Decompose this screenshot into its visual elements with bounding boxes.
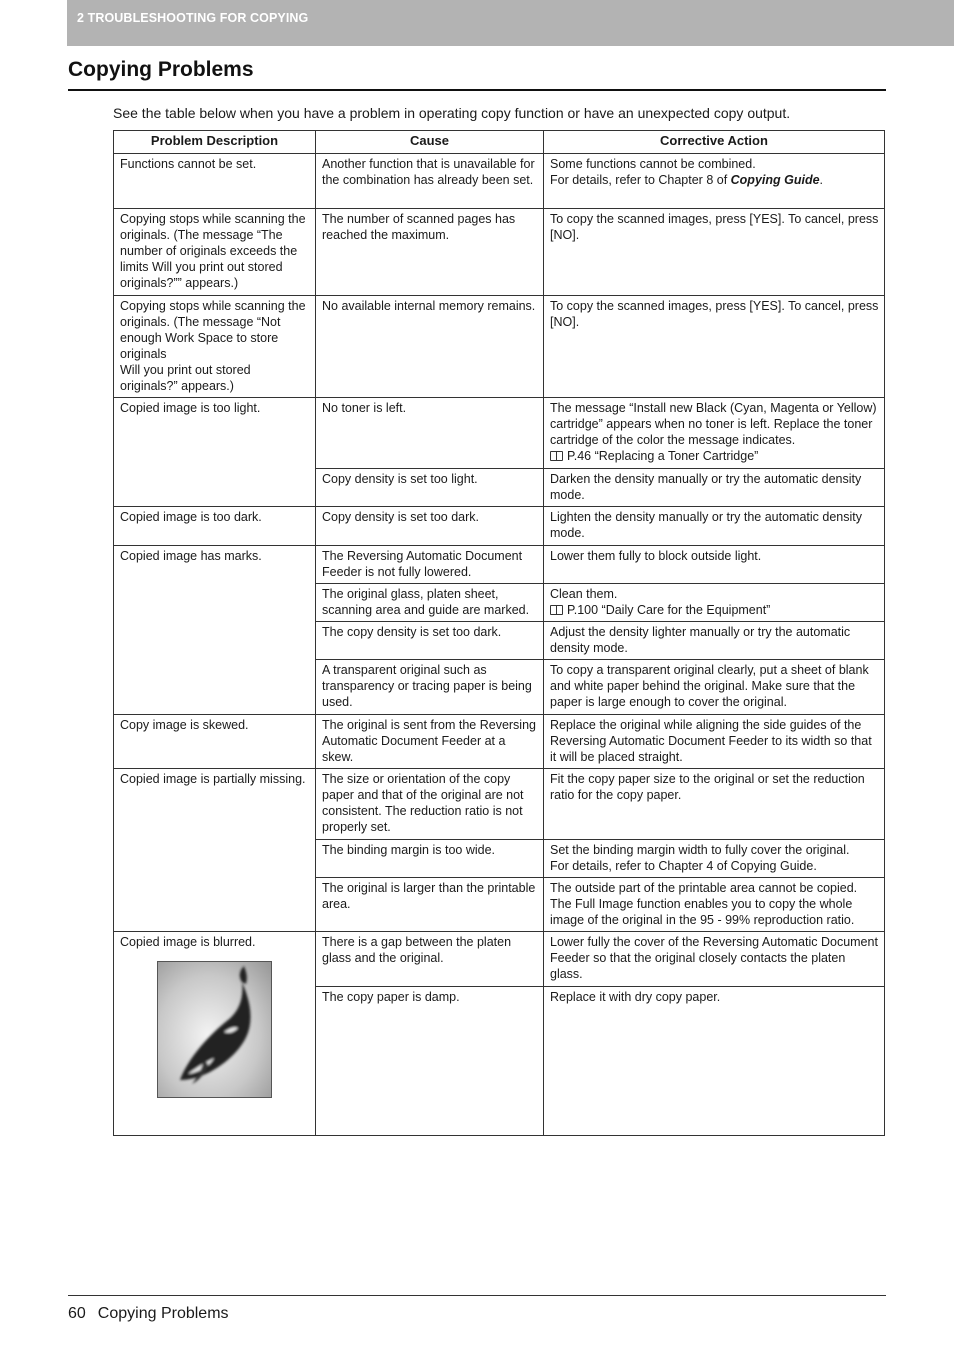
- problems-table: [113, 130, 885, 1136]
- action-text: Clean them.: [550, 587, 618, 601]
- cause-cell: Another function that is unavailable for the combination has already been set.: [316, 154, 544, 209]
- cause-cell: The number of scanned pages has reached the maximum.: [316, 209, 544, 296]
- cause-cell: Copy density is set too dark.: [316, 507, 544, 546]
- action-cell: [544, 584, 885, 622]
- problem-line: Copying stops while scanning the originals. (The message “Not enough Work Space to store originals: [120, 299, 306, 361]
- action-cell: [544, 154, 885, 209]
- table-header-row: [114, 131, 885, 154]
- action-line: Some functions cannot be combined.: [550, 157, 756, 171]
- page-footer: [68, 1305, 229, 1323]
- cause-cell: The copy density is set too dark.: [316, 622, 544, 660]
- action-line: [550, 172, 879, 188]
- cause-cell: The original is larger than the printable area.: [316, 878, 544, 932]
- table-row: [114, 715, 885, 769]
- action-text: For details, refer to Chapter 8 of: [550, 173, 731, 187]
- action-cell: [544, 840, 885, 878]
- action-cell: Adjust the density lighter manually or try the automatic density mode.: [544, 622, 885, 660]
- book-icon: [550, 451, 563, 461]
- cause-cell: The copy paper is damp.: [316, 987, 544, 1136]
- footer-divider: [68, 1295, 886, 1296]
- cause-cell: No toner is left.: [316, 398, 544, 469]
- action-cell: Lower them fully to block outside light.: [544, 546, 885, 584]
- table-row: [114, 546, 885, 584]
- table-row: [114, 296, 885, 398]
- blurred-orca-illustration: [157, 961, 272, 1098]
- action-line: Set the binding margin width to fully cover the original.: [550, 843, 850, 857]
- cause-cell: The Reversing Automatic Document Feeder is not fully lowered.: [316, 546, 544, 584]
- column-header-cause: Cause: [316, 131, 544, 154]
- action-cell: To copy the scanned images, press [YES]. To cancel, press [NO].: [544, 296, 885, 398]
- intro-text: See the table below when you have a problem in operating copy function or have an unexpected copy output.: [113, 105, 791, 121]
- page-reference: [550, 448, 879, 464]
- action-cell: To copy the scanned images, press [YES]. To cancel, press [NO].: [544, 209, 885, 296]
- page-title: Copying Problems: [68, 58, 254, 81]
- column-header-action: Corrective Action: [544, 131, 885, 154]
- problem-cell: Copy image is skewed.: [114, 715, 316, 769]
- reference-link[interactable]: P.100 “Daily Care for the Equipment”: [567, 603, 771, 617]
- cause-cell: The binding margin is too wide.: [316, 840, 544, 878]
- cause-cell: The size or orientation of the copy paper and that of the original are not consistent. The reduction ratio is not properly set.: [316, 769, 544, 840]
- action-cell: Lower fully the cover of the Reversing Automatic Document Feeder so that the original closely contacts the platen glass.: [544, 932, 885, 987]
- table-row: [114, 507, 885, 546]
- action-cell: [544, 398, 885, 469]
- problem-cell: Copied image is too dark.: [114, 507, 316, 546]
- action-cell: Replace it with dry copy paper.: [544, 987, 885, 1136]
- problem-cell: Copying stops while scanning the originals. (The message “The number of originals exceeds the limits Will you print out stored originals?”” appears.): [114, 209, 316, 296]
- column-header-problem: Problem Description: [114, 131, 316, 154]
- problem-cell: Functions cannot be set.: [114, 154, 316, 209]
- problem-cell: [114, 296, 316, 398]
- cause-cell: Copy density is set too light.: [316, 469, 544, 507]
- cause-cell: A transparent original such as transparency or tracing paper is being used.: [316, 660, 544, 715]
- action-cell: Replace the original while aligning the side guides of the Reversing Automatic Document Feeder to its width so that it will be placed straight.: [544, 715, 885, 769]
- header-bar: [67, 0, 954, 46]
- table-row: [114, 154, 885, 209]
- title-divider: [68, 89, 886, 91]
- book-icon: [550, 605, 563, 615]
- problem-cell: Copied image is partially missing.: [114, 769, 316, 932]
- action-cell: Darken the density manually or try the automatic density mode.: [544, 469, 885, 507]
- table-row: [114, 209, 885, 296]
- action-line: For details, refer to Chapter 4 of Copying Guide.: [550, 859, 817, 873]
- problem-cell: [114, 932, 316, 1136]
- table-row: [114, 769, 885, 840]
- action-cell: The outside part of the printable area cannot be copied. The Full Image function enables you to copy the whole image of the original in the 95 - 99% reproduction ratio.: [544, 878, 885, 932]
- problem-cell: Copied image is too light.: [114, 398, 316, 507]
- table-row: [114, 398, 885, 469]
- problem-cell: Copied image has marks.: [114, 546, 316, 715]
- action-cell: Fit the copy paper size to the original or set the reduction ratio for the copy paper.: [544, 769, 885, 840]
- guide-reference: Copying Guide: [730, 173, 820, 187]
- action-cell: Lighten the density manually or try the automatic density mode.: [544, 507, 885, 546]
- problem-line: Will you print out stored originals?” appears.): [120, 363, 251, 393]
- cause-cell: There is a gap between the platen glass and the original.: [316, 932, 544, 987]
- page-reference: [550, 602, 879, 618]
- action-cell: To copy a transparent original clearly, put a sheet of blank and white paper behind the original. Make sure that the paper is large enough to cover the original.: [544, 660, 885, 715]
- reference-link[interactable]: P.46 “Replacing a Toner Cartridge”: [567, 449, 759, 463]
- action-text: The message “Install new Black (Cyan, Magenta or Yellow) cartridge” appears when no toner is left. Replace the toner cartridge of the color the message indicates.: [550, 401, 877, 447]
- cause-cell: The original is sent from the Reversing Automatic Document Feeder at a skew.: [316, 715, 544, 769]
- cause-cell: No available internal memory remains.: [316, 296, 544, 398]
- table-row: [114, 932, 885, 987]
- problem-text: Copied image is blurred.: [120, 935, 256, 949]
- cause-cell: The original glass, platen sheet, scanning area and guide are marked.: [316, 584, 544, 622]
- footer-section-title: Copying Problems: [97, 1305, 229, 1322]
- action-text: .: [819, 173, 824, 187]
- page-number: 60: [68, 1305, 86, 1322]
- header-section-title: 2 TROUBLESHOOTING FOR COPYING: [77, 11, 309, 25]
